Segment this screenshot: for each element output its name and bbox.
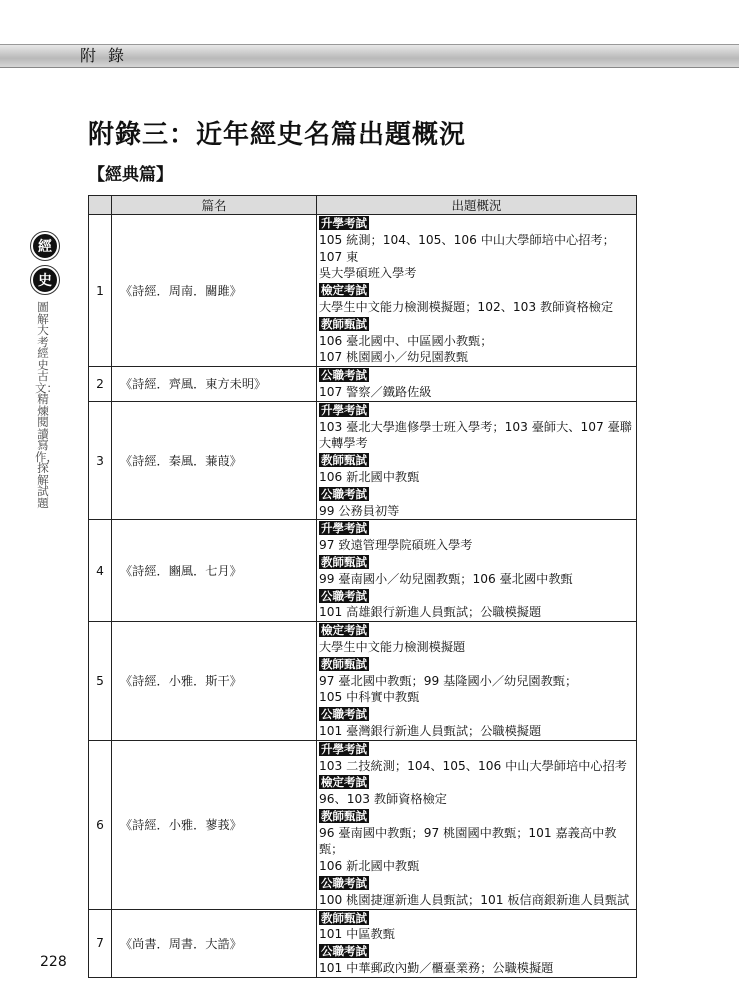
exam-category-tag: 公職考試 <box>321 588 367 603</box>
exam-info <box>317 622 637 741</box>
exam-category-tag: 教師甄試 <box>321 656 367 671</box>
table-header-row <box>89 196 637 215</box>
exam-category-tag: 升學考試 <box>321 741 367 756</box>
exam-info <box>317 215 637 367</box>
row-number: 2 <box>89 367 112 402</box>
page-number: 228 <box>40 954 67 970</box>
exam-category-tag: 公職考試 <box>321 876 367 891</box>
header-info: 出題概況 <box>317 196 637 215</box>
exam-category-tag: 檢定考試 <box>321 623 367 638</box>
exam-detail-line: 105 統測；104、105、106 中山大學師培中心招考；107 東 <box>319 232 615 264</box>
exam-category-tag: 教師甄試 <box>321 808 367 823</box>
row-number: 5 <box>89 622 112 741</box>
exam-info <box>317 401 637 520</box>
row-number: 4 <box>89 520 112 622</box>
exam-category-tag: 升學考試 <box>321 521 367 536</box>
exam-detail-line: 97 臺北國中教甄；99 基隆國小／幼兒園教甄； <box>319 673 578 688</box>
exam-category-tag: 檢定考試 <box>321 775 367 790</box>
table-row <box>89 909 637 977</box>
exam-detail-line: 97 致遠管理學院碩班入學考 <box>319 538 473 553</box>
exam-detail-line: 101 高雄銀行新進人員甄試；公職模擬題 <box>319 605 542 620</box>
exam-detail-line: 99 臺南國小／幼兒園教甄；106 臺北國中教甄 <box>319 571 573 586</box>
table-row <box>89 215 637 367</box>
exam-detail-line: 99 公務員初等 <box>319 503 400 518</box>
section-label: 【經典篇】 <box>88 165 173 185</box>
exam-category-tag: 教師甄試 <box>321 910 367 925</box>
exam-table <box>88 195 637 978</box>
exam-detail-line: 103 臺北大學進修學士班入學考；103 臺師大、107 臺聯 <box>319 419 632 434</box>
badge-shi: 史 <box>31 266 59 294</box>
exam-detail-line: 101 中華郵政內勤／櫃臺業務；公職模擬題 <box>319 961 554 976</box>
row-number: 6 <box>89 740 112 909</box>
exam-detail-line: 107 桃園國小／幼兒園教甄 <box>319 350 469 365</box>
header-num <box>89 196 112 215</box>
exam-info <box>317 367 637 402</box>
exam-category-tag: 教師甄試 <box>321 554 367 569</box>
page-title: 附錄三：近年經史名篇出題概況 <box>88 120 467 150</box>
exam-detail-line: 106 臺北國中、中區國小教甄； <box>319 333 493 348</box>
exam-category-tag: 教師甄試 <box>321 453 367 468</box>
exam-detail-line: 大學生中文能力檢測模擬題；102、103 教師資格檢定 <box>319 299 614 314</box>
exam-detail-line: 大學生中文能力檢測模擬題 <box>319 639 466 654</box>
exam-category-tag: 升學考試 <box>321 216 367 230</box>
work-title: 《詩經．小雅．斯干》 <box>112 622 317 741</box>
exam-category-tag: 檢定考試 <box>321 283 367 298</box>
table-row <box>89 401 637 520</box>
exam-category-tag: 公職考試 <box>321 486 367 501</box>
header-title: 篇名 <box>112 196 317 215</box>
exam-category-tag: 教師甄試 <box>321 316 367 331</box>
table-row <box>89 367 637 402</box>
work-title: 《尚書．周書．大誥》 <box>112 909 317 977</box>
work-title: 《詩經．秦風．蒹葭》 <box>112 401 317 520</box>
row-number: 3 <box>89 401 112 520</box>
exam-category-tag: 升學考試 <box>321 402 367 417</box>
exam-detail-line: 吳大學碩班入學考 <box>319 266 417 281</box>
work-title: 《詩經．豳風．七月》 <box>112 520 317 622</box>
exam-detail-line: 103 二技統測；104、105、106 中山大學師培中心招考 <box>319 758 627 773</box>
table-row <box>89 520 637 622</box>
exam-detail-line: 大轉學考 <box>319 436 368 451</box>
exam-info <box>317 909 637 977</box>
exam-detail-line: 106 新北國中教甄 <box>319 859 420 874</box>
exam-info <box>317 520 637 622</box>
badge-jing: 經 <box>31 232 59 260</box>
exam-detail-line: 105 中科實中教甄 <box>319 690 420 705</box>
side-vertical-text: 圖解大考經史古文：精煉閱讀寫作，探解試題 <box>35 300 58 510</box>
table-row <box>89 740 637 909</box>
exam-detail-line: 106 新北國中教甄 <box>319 469 420 484</box>
side-badges <box>30 232 60 300</box>
exam-info <box>317 740 637 909</box>
exam-detail-line: 96、103 教師資格檢定 <box>319 792 447 807</box>
exam-category-tag: 公職考試 <box>321 368 367 383</box>
exam-detail-line: 96 臺南國中教甄；97 桃園國中教甄；101 嘉義高中教甄； <box>319 825 617 857</box>
work-title: 《詩經．周南．關雎》 <box>112 215 317 367</box>
row-number: 7 <box>89 909 112 977</box>
exam-category-tag: 公職考試 <box>321 707 367 722</box>
exam-detail-line: 107 警察／鐵路佐級 <box>319 384 432 399</box>
row-number: 1 <box>89 215 112 367</box>
exam-detail-line: 100 桃園捷運新進人員甄試；101 板信商銀新進人員甄試 <box>319 892 630 907</box>
table-row <box>89 622 637 741</box>
exam-detail-line: 101 中區教甄 <box>319 927 395 942</box>
exam-category-tag: 公職考試 <box>321 944 367 959</box>
exam-detail-line: 101 臺灣銀行新進人員甄試；公職模擬題 <box>319 723 542 738</box>
header-label: 附錄 <box>80 46 137 65</box>
work-title: 《詩經．齊風．東方未明》 <box>112 367 317 402</box>
work-title: 《詩經．小雅．蓼莪》 <box>112 740 317 909</box>
